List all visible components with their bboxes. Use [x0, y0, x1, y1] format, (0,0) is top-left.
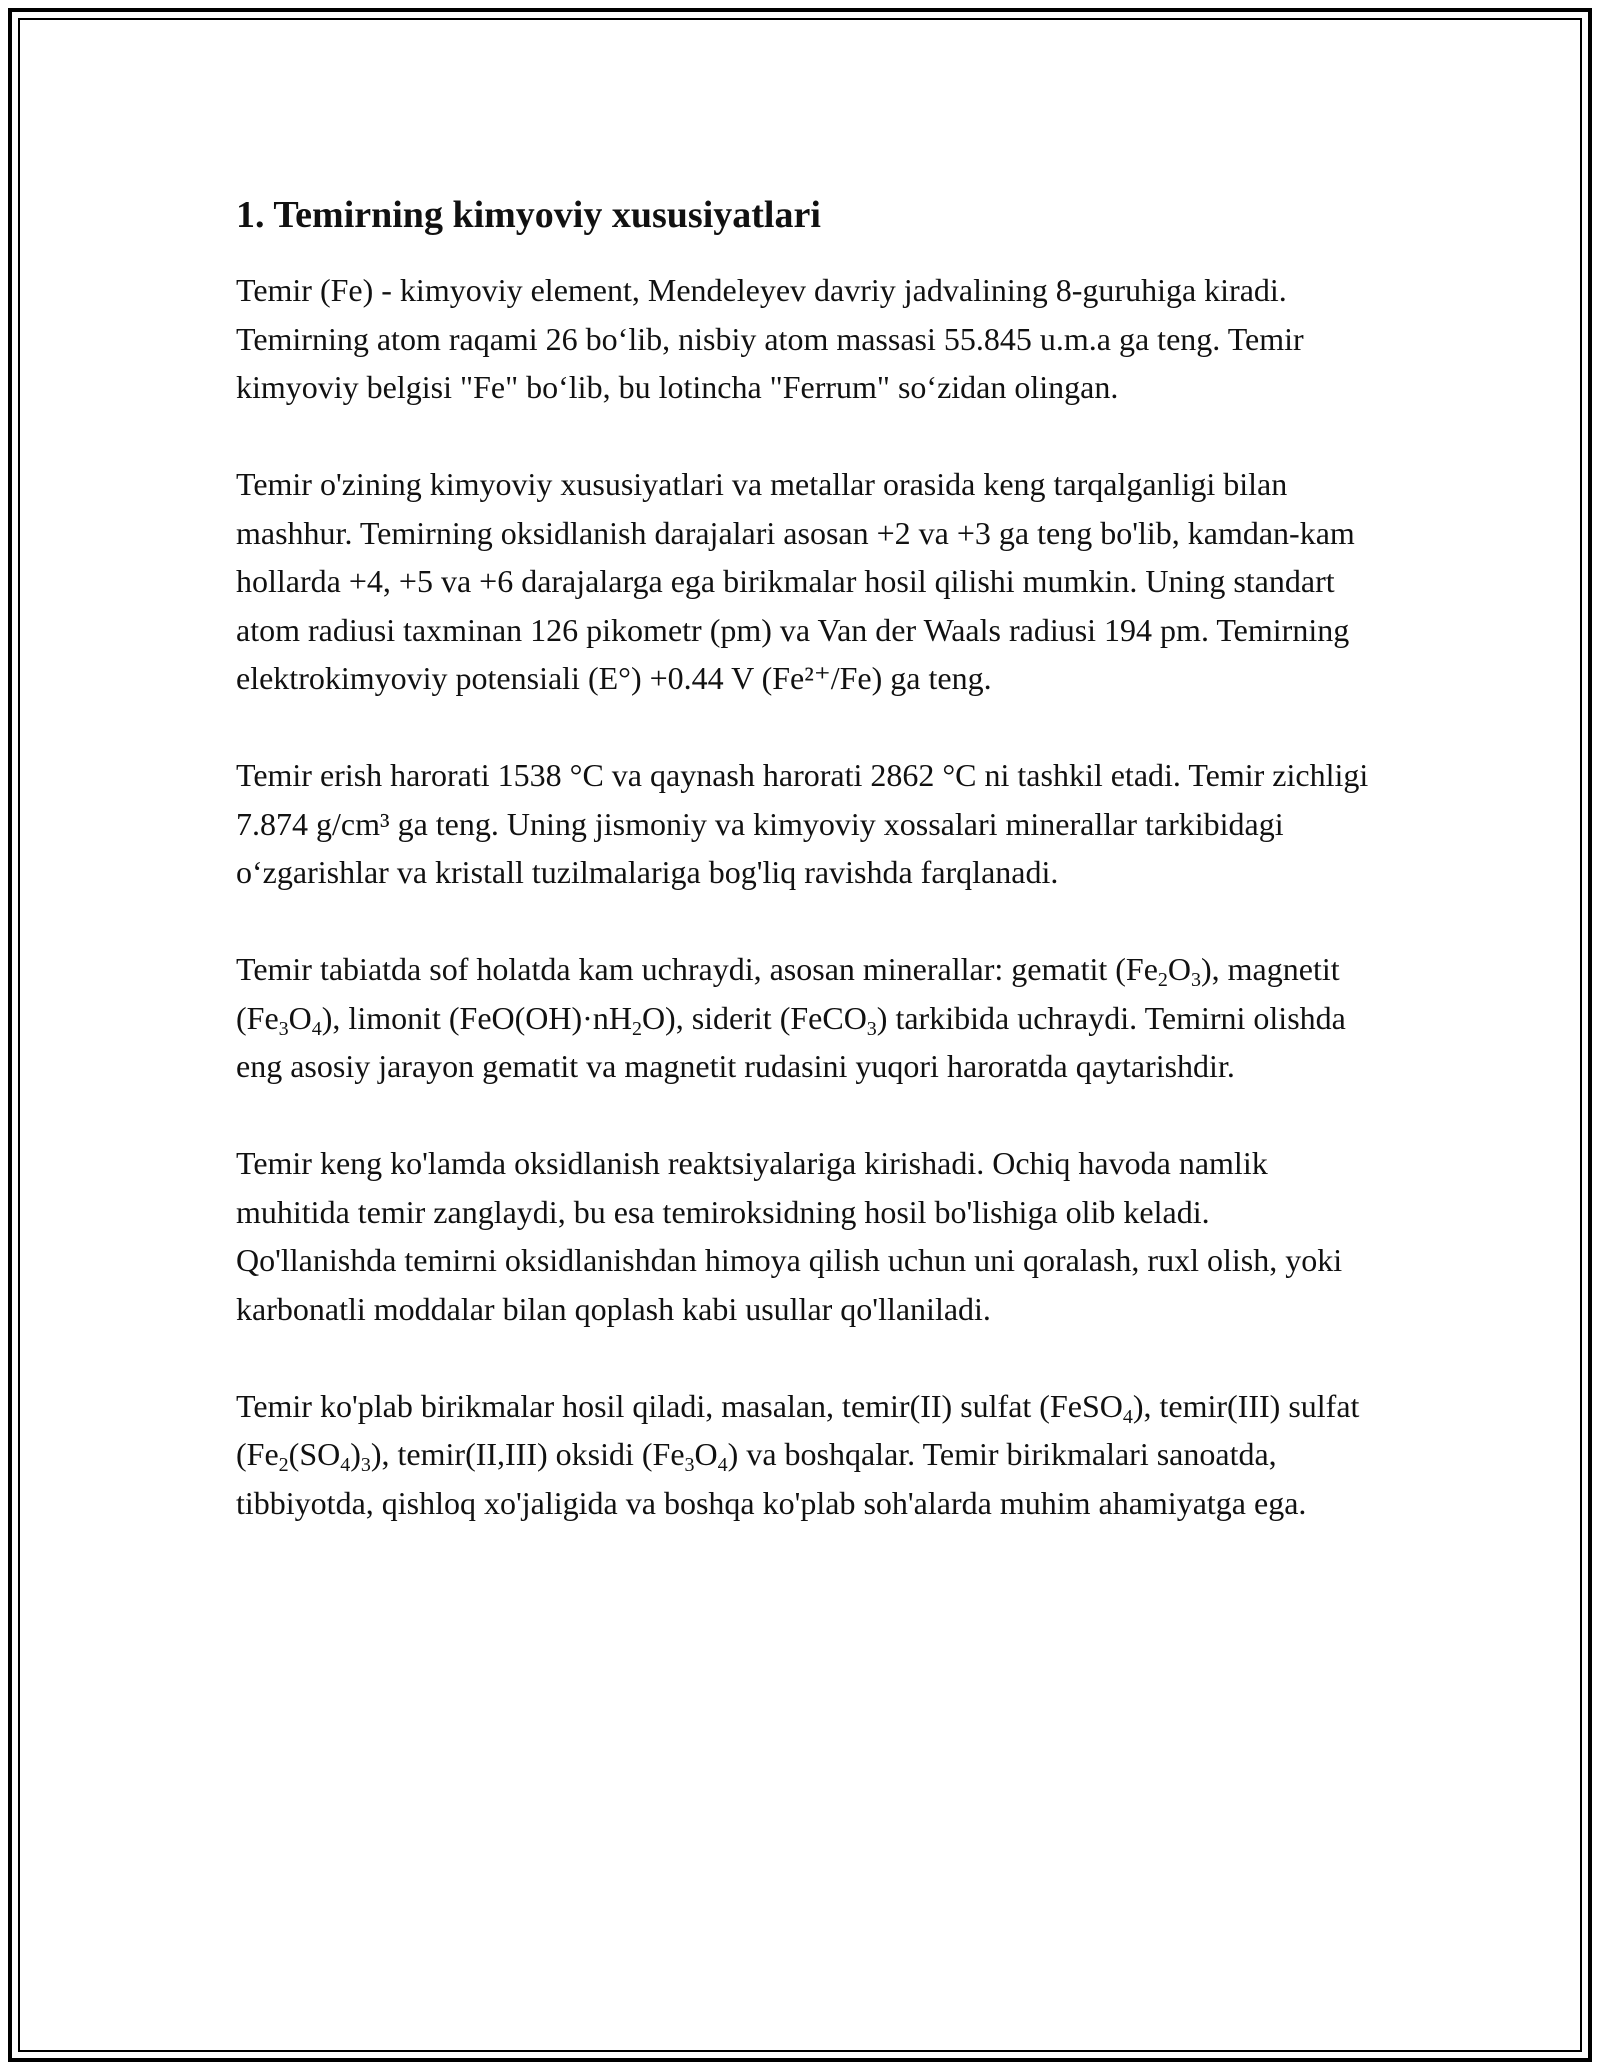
- text-run: Temir ko'plab birikmalar hosil qiladi, masalan, temir(II) sulfat (FeSO: [236, 1387, 1123, 1424]
- text-run: O), siderit (FeCO: [641, 999, 867, 1036]
- section-heading: 1. Temirning kimyoviy xususiyatlari: [236, 194, 821, 236]
- text-run: ), temir(II,III) oksidi (Fe: [370, 1436, 685, 1472]
- text-run: ): [350, 1436, 361, 1472]
- paragraph-physical-properties: Temir erish harorati 1538 °C va qaynash harorati 2862 °C ni tashkil etadi. Temir zichligi 7.874 g/cm³ ga teng. Uning jismoniy va kimyoviy xossalari minerallar tarkibidagi o‘zgarishlar va kristall tuzilmalariga bog'liq ravishda farqlanadi.: [236, 757, 1369, 890]
- document-body: [236, 180, 1376, 1576]
- text-run: ), magnetit (Fe: [236, 951, 1340, 1036]
- subscript: 3: [684, 1454, 695, 1476]
- text-run: ) va boshqalar. Temir birikmalari sanoatda, tibbiyotda, qishloq xo'jaligida va boshqa ko'plab soh'alarda muhim ahamiyatga ega.: [236, 1436, 1307, 1521]
- subscript: 4: [1122, 1405, 1133, 1428]
- subscript: 4: [311, 1017, 322, 1040]
- subscript: 2: [278, 1454, 289, 1476]
- paragraph-minerals: [236, 945, 1376, 1091]
- subscript: 2: [1157, 969, 1168, 991]
- text-run: ), limonit (FeO(OH)·nH: [321, 999, 632, 1036]
- paragraph-corrosion: Temir keng ko'lamda oksidlanish reaktsiyalariga kirishadi. Ochiq havoda namlik muhitida temir zanglaydi, bu esa temiroksidning hosil bo'lishiga olib keladi. Qo'llanishda temirni oksidlanishdan himoya qilish uchun uni qoralash, ruxl olish, yoki karbonatli moddalar bilan qoplash kabi usullar qo'llaniladi.: [236, 1145, 1343, 1327]
- paragraph-intro: Temir (Fe) - kimyoviy element, Mendeleyev davriy jadvalining 8-guruhiga kiradi. Temirning atom raqami 26 bo‘lib, nisbiy atom massasi 55.845 u.m.a ga teng. Temir kimyoviy belgisi "Fe" bo‘lib, bu lotincha "Ferrum" so‘zidan olingan.: [236, 272, 1304, 405]
- subscript: 4: [340, 1454, 351, 1476]
- subscript: 4: [717, 1454, 728, 1476]
- paragraph-oxidation-states: Temir o'zining kimyoviy xususiyatlari va metallar orasida keng tarqalganligi bilan mashhur. Temirning oksidlanish darajalari asosan +2 va +3 ga teng bo'lib, kamdan-kam hollarda +4, +5 va +6 darajalarga ega birikmalar hosil qilishi mumkin. Uning standart atom radiusi taxminan 126 pikometr (pm) va Van der Waals radiusi 194 pm. Temirning elektrokimyoviy potensiali (E°) +0.44 V (Fe²⁺/Fe) ga teng.: [236, 466, 1355, 696]
- text-run: ) tarkibida uchraydi. Temirni olishda eng asosiy jarayon gematit va magnetit rudasini yuqori haroratda qaytarishdir.: [236, 999, 1346, 1084]
- text-run: ), temir(III) sulfat (Fe: [236, 1387, 1360, 1472]
- text-run: O: [1167, 951, 1191, 987]
- text-run: O: [288, 999, 312, 1036]
- text-run: O: [694, 1436, 718, 1472]
- subscript: 3: [866, 1017, 877, 1040]
- paragraph-compounds: [236, 1382, 1376, 1528]
- subscript: 3: [1191, 969, 1201, 991]
- text-run: Temir tabiatda sof holatda kam uchraydi, asosan minerallar: gematit (Fe: [236, 951, 1158, 987]
- subscript: 2: [631, 1017, 642, 1040]
- subscript: 3: [360, 1454, 371, 1476]
- subscript: 3: [278, 1017, 289, 1040]
- text-run: (SO: [288, 1436, 341, 1472]
